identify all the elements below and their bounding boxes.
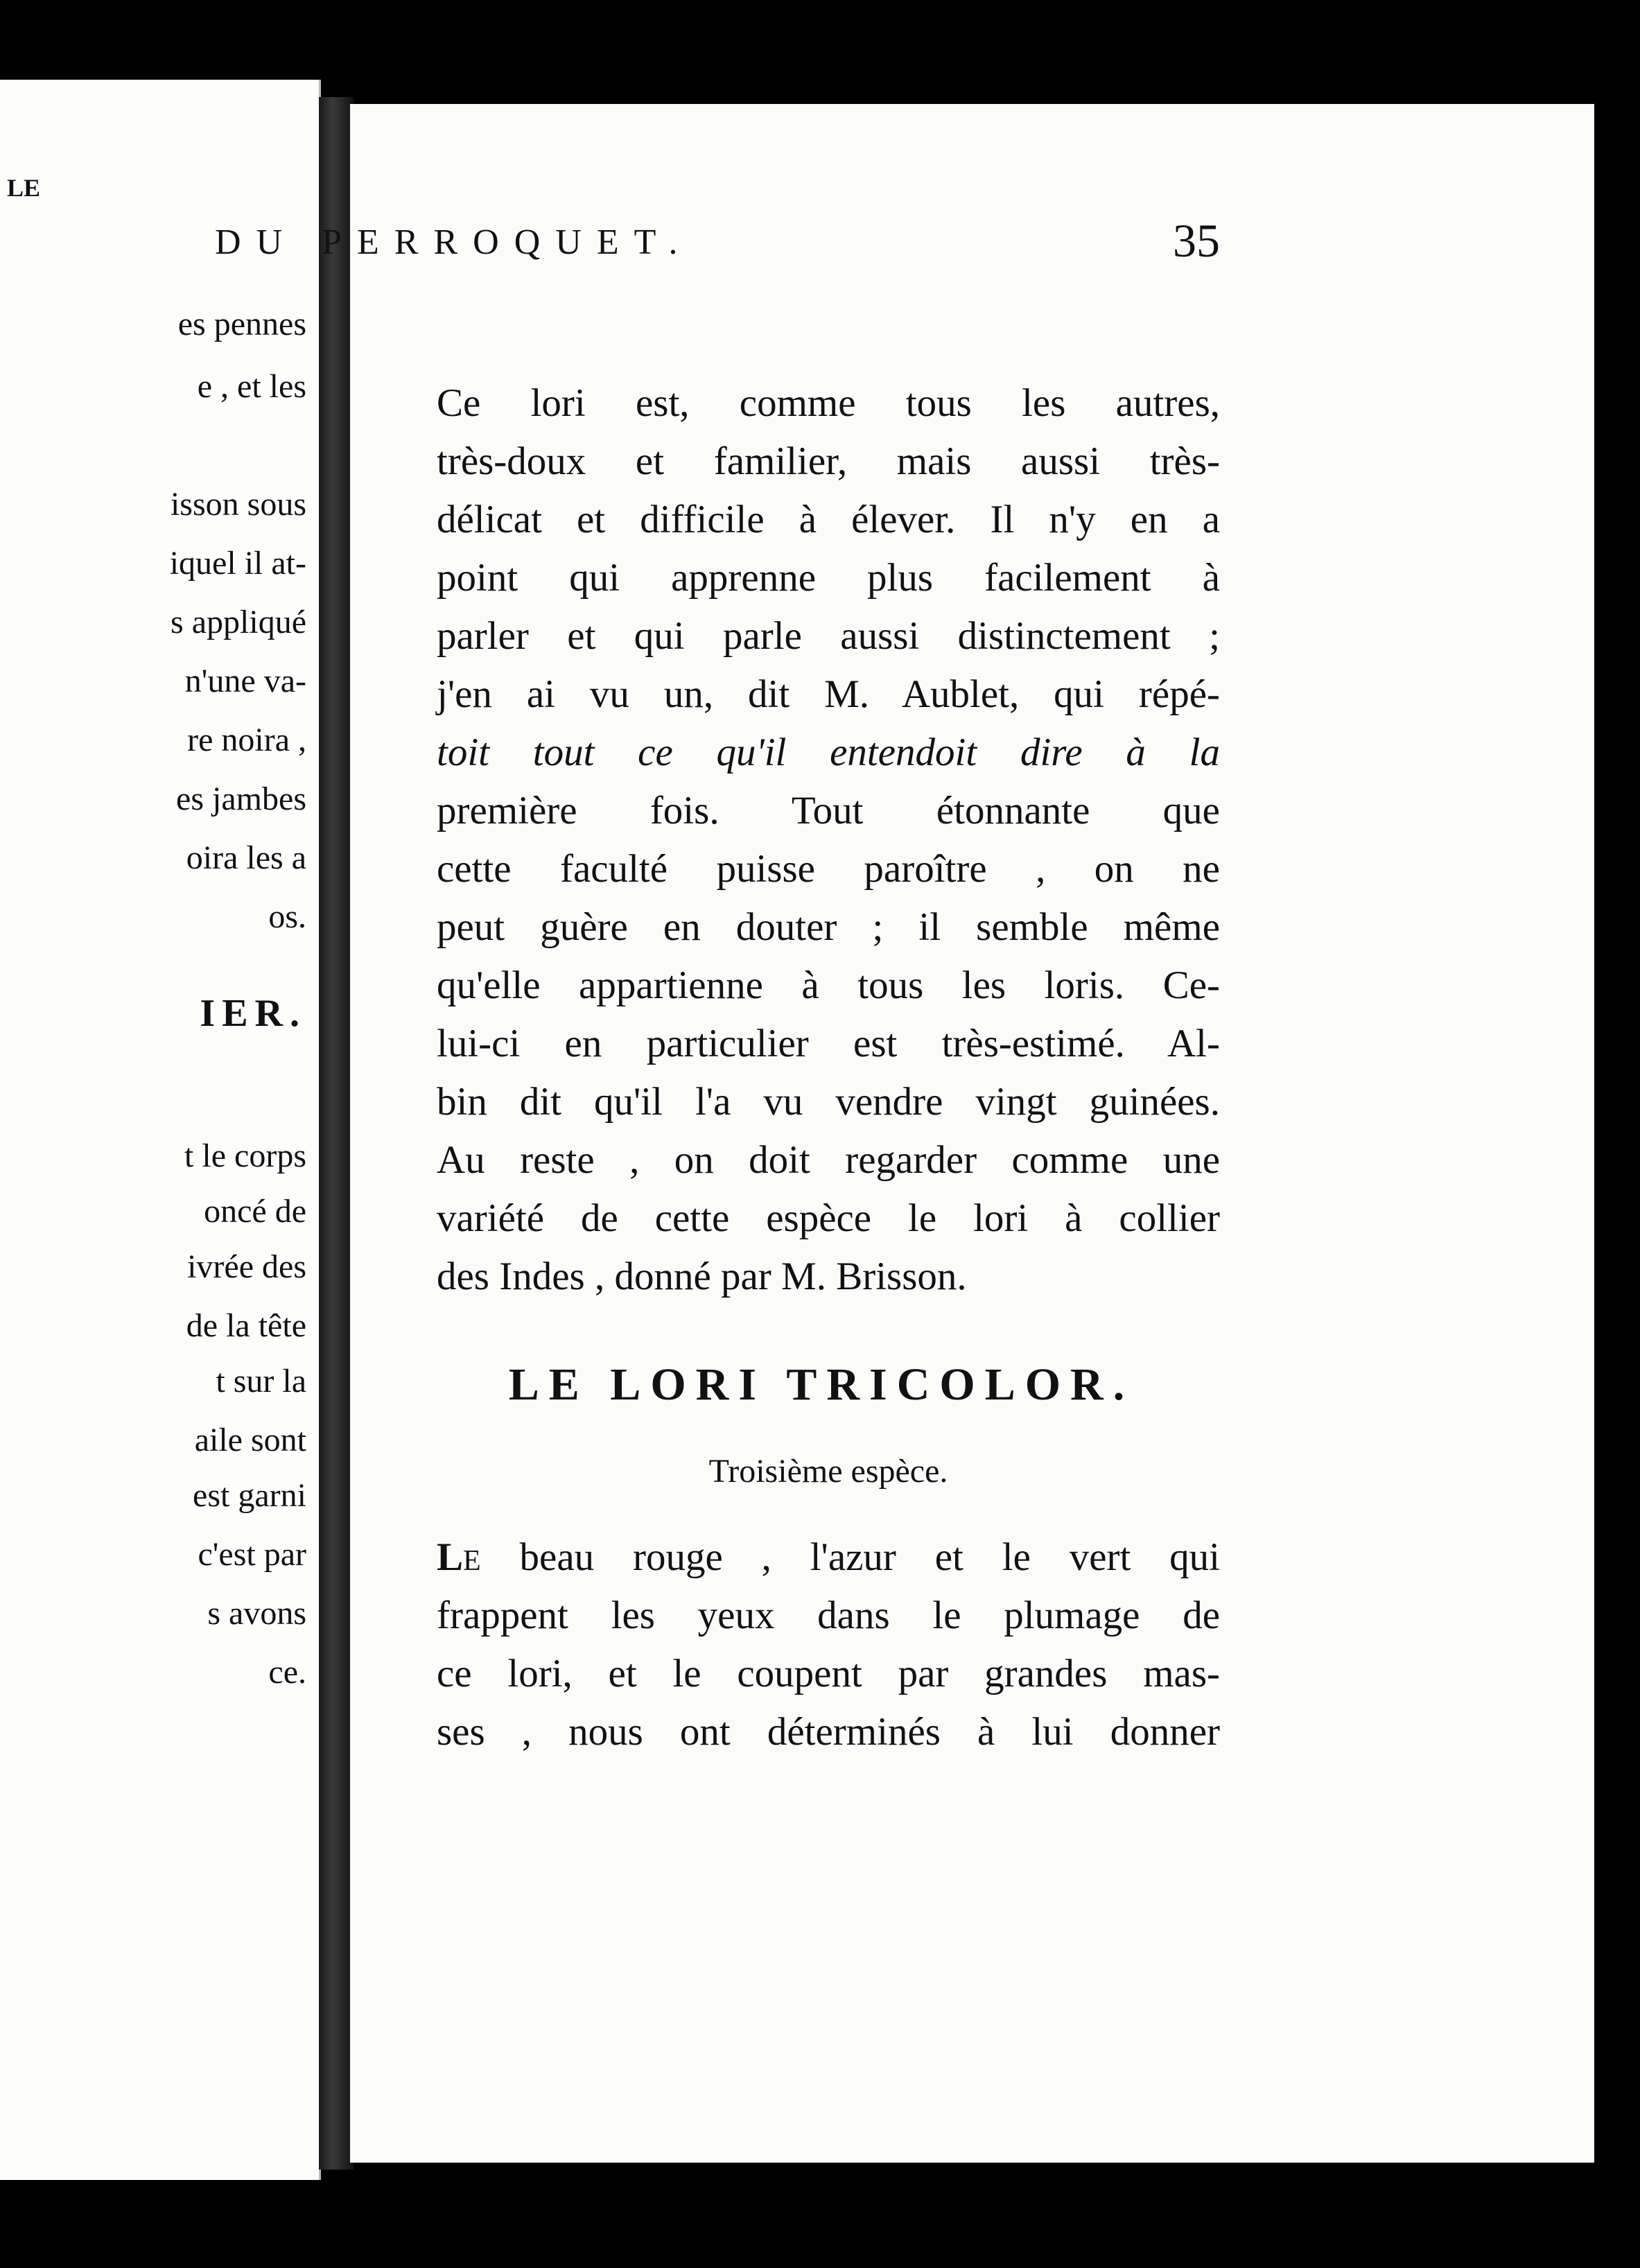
left-page-line: s avons (207, 1595, 306, 1632)
left-page-line: es jambes (176, 780, 306, 817)
left-page-line: t le corps (184, 1137, 306, 1174)
running-title: DU PERROQUET. (215, 223, 693, 262)
section-subtitle: Troisième espèce. (708, 1453, 948, 1490)
text-line: frappent les yeux dans le plumage de (437, 1594, 1220, 1637)
left-page-line: ivrée des (187, 1248, 306, 1285)
left-page-line: est garni (193, 1477, 306, 1514)
text-line: cette faculté puisse paroître , on ne (437, 847, 1220, 891)
left-page-line: s appliqué (171, 604, 306, 640)
text-line: lui-ci en particulier est très-estimé. Al- (437, 1022, 1220, 1065)
left-page-fragment (0, 80, 321, 2180)
left-page-line: ce. (268, 1654, 306, 1691)
left-page-line: c'est par (198, 1536, 306, 1573)
text-line: très-doux et familier, mais aussi très- (437, 439, 1220, 483)
left-page-line: iquel il at- (169, 545, 306, 582)
text-line: ce lori, et le coupent par grandes mas- (437, 1652, 1220, 1695)
left-page-line: re noira , (187, 722, 306, 758)
left-page-line: IER. (200, 992, 306, 1035)
text-line: bin dit qu'il l'a vu vendre vingt guinées. (437, 1080, 1220, 1124)
text-line-italic: toit tout ce qu'il entendoit dire à la (437, 731, 1220, 774)
text-line-first (437, 1528, 1220, 1587)
text-line: qu'elle appartienne à tous les loris. Ce- (437, 963, 1220, 1007)
left-page-line: oira les a (186, 839, 306, 876)
left-page-line: LE (7, 174, 41, 202)
text-line: délicat et difficile à élever. Il n'y en a (437, 498, 1220, 541)
section-title: LE LORI TRICOLOR. (508, 1359, 1135, 1410)
left-page-line: t sur la (216, 1363, 306, 1399)
left-page-line: e , et les (197, 368, 306, 405)
left-page-line: de la tête (186, 1307, 306, 1344)
left-page-line: isson sous (170, 486, 306, 523)
left-page-line: n'une va- (184, 663, 306, 699)
text-line: parler et qui parle aussi distinctement ; (437, 614, 1220, 658)
book-gutter (319, 97, 354, 2170)
paragraph-1 (437, 374, 1220, 1306)
text-line: Au reste , on doit regarder comme une (437, 1138, 1220, 1182)
text-line: ses , nous ont déterminés à lui donner (437, 1710, 1220, 1754)
left-page-line: aile sont (194, 1422, 306, 1458)
running-header (215, 214, 1220, 267)
text-line: peut guère en douter ; il semble même (437, 905, 1220, 949)
left-page-line: es pennes (177, 306, 306, 342)
page-number: 35 (1173, 214, 1220, 267)
text-line-italic-mix: des Indes , donné par M. Brisson. (437, 1255, 967, 1298)
initial-letter: L (437, 1535, 464, 1579)
small-caps: E (463, 1545, 481, 1577)
text-line: point qui apprenne plus facilement à (437, 556, 1220, 600)
text-line-italic-mix: variété de cette espèce le lori à collier (437, 1196, 1220, 1240)
paragraph-2 (437, 1528, 1220, 1761)
line-rest: beau rouge , l'azur et le vert qui (519, 1535, 1221, 1579)
text-line-italic-mix: première fois. Tout étonnante que (437, 789, 1220, 832)
left-page-line: os. (268, 898, 306, 935)
left-page-line: oncé de (204, 1193, 306, 1230)
text-line: Ce lori est, comme tous les autres, (437, 381, 1220, 425)
text-line-italic-mix: j'en ai vu un, dit M. Aublet, qui répé- (437, 672, 1220, 716)
